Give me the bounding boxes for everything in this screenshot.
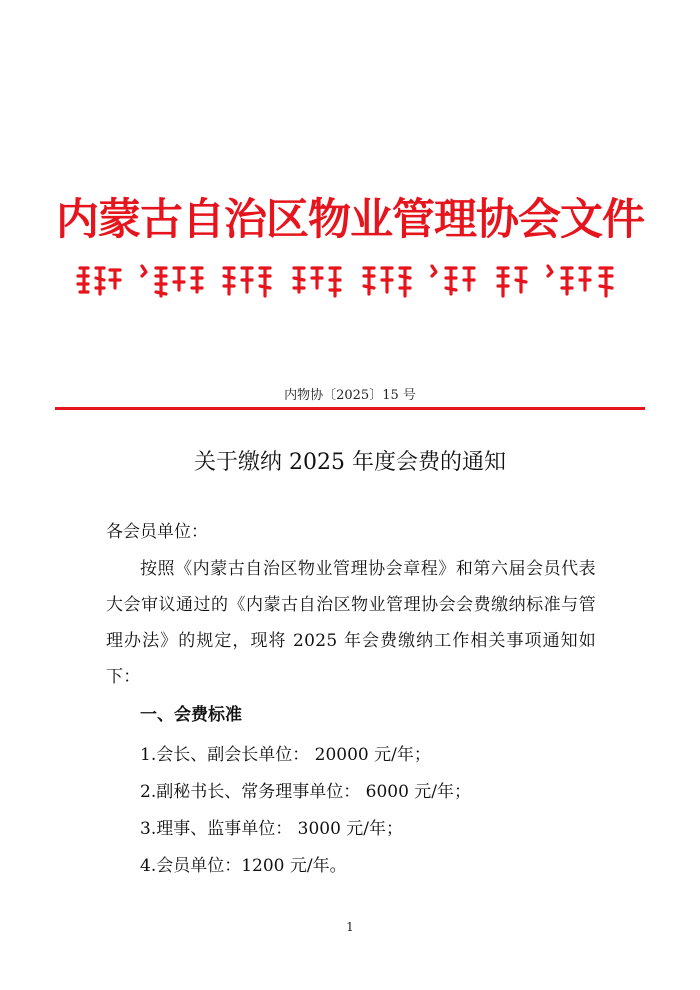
org-title: 内蒙古自治区物业管理协会文件 [56, 195, 644, 245]
document-number: 内物协〔2025〕15 号 [284, 388, 416, 403]
fee-item: 3.理事、监事单位： 3000 元/年； [140, 819, 404, 839]
salutation: 各会员单位： [106, 522, 208, 542]
red-divider-line [55, 407, 645, 410]
section-heading: 一、会费标准 [140, 705, 242, 725]
mongolian-title-graphic [74, 258, 626, 302]
fee-item: 4.会员单位：1200 元/年。 [140, 856, 347, 876]
fee-item: 1.会长、副会长单位： 20000 元/年； [140, 745, 431, 765]
body-paragraph: 按照《内蒙古自治区物业管理协会章程》和第六届会员代表大会审议通过的《内蒙古自治区物业管理协会会费缴纳标准与管理办法》的规定，现将 2025 年会费缴纳工作相关事项通知如下： [106, 559, 596, 687]
fee-item: 2.副秘书长、常务理事单位： 6000 元/年； [140, 782, 472, 802]
page-number: 1 [346, 920, 354, 934]
notice-title: 关于缴纳 2025 年度会费的通知 [194, 450, 506, 475]
